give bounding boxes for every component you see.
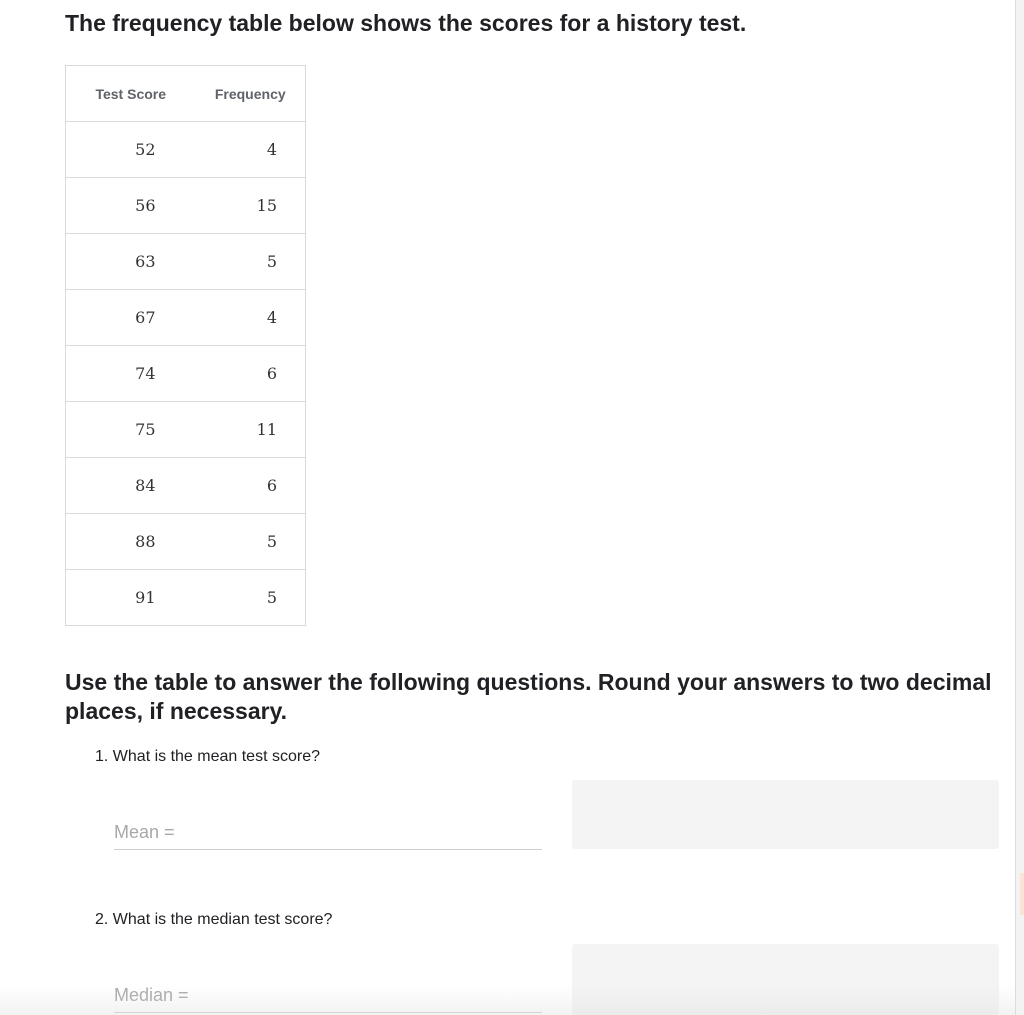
table-row — [66, 178, 306, 234]
table-row — [66, 290, 306, 346]
page-right-edge — [1015, 0, 1024, 1015]
mean-input[interactable] — [114, 822, 542, 850]
score-cell: 88 — [66, 514, 196, 570]
table-row — [66, 458, 306, 514]
frequency-cell: 6 — [196, 346, 306, 402]
score-cell: 75 — [66, 402, 196, 458]
score-cell: 63 — [66, 234, 196, 290]
frequency-cell: 4 — [196, 290, 306, 346]
frequency-cell: 15 — [196, 178, 306, 234]
frequency-cell: 5 — [196, 570, 306, 626]
table-row — [66, 402, 306, 458]
score-cell: 67 — [66, 290, 196, 346]
median-feedback-box — [572, 944, 999, 1015]
score-cell: 56 — [66, 178, 196, 234]
question-median: 2. What is the median test score? — [95, 911, 333, 928]
score-cell: 52 — [66, 122, 196, 178]
intro-text: The frequency table below shows the scores for a history test. — [65, 10, 747, 36]
header-frequency: Frequency — [196, 66, 306, 122]
score-cell: 84 — [66, 458, 196, 514]
median-input[interactable] — [114, 985, 542, 1013]
table-header-row — [66, 66, 306, 122]
table-row — [66, 234, 306, 290]
edge-marker — [1020, 873, 1024, 915]
frequency-cell: 6 — [196, 458, 306, 514]
mean-feedback-box — [572, 780, 999, 849]
table-row — [66, 514, 306, 570]
question-mean: 1. What is the mean test score? — [95, 748, 320, 765]
score-cell: 74 — [66, 346, 196, 402]
frequency-cell: 5 — [196, 234, 306, 290]
score-cell: 91 — [66, 570, 196, 626]
frequency-cell: 5 — [196, 514, 306, 570]
table-row — [66, 122, 306, 178]
instructions-text: Use the table to answer the following questions. Round your answers to two decimal places, if necessary. — [65, 669, 992, 724]
frequency-cell: 11 — [196, 402, 306, 458]
header-test-score: Test Score — [66, 66, 196, 122]
frequency-cell: 4 — [196, 122, 306, 178]
table-row — [66, 346, 306, 402]
frequency-table — [65, 65, 306, 626]
table-row — [66, 570, 306, 626]
